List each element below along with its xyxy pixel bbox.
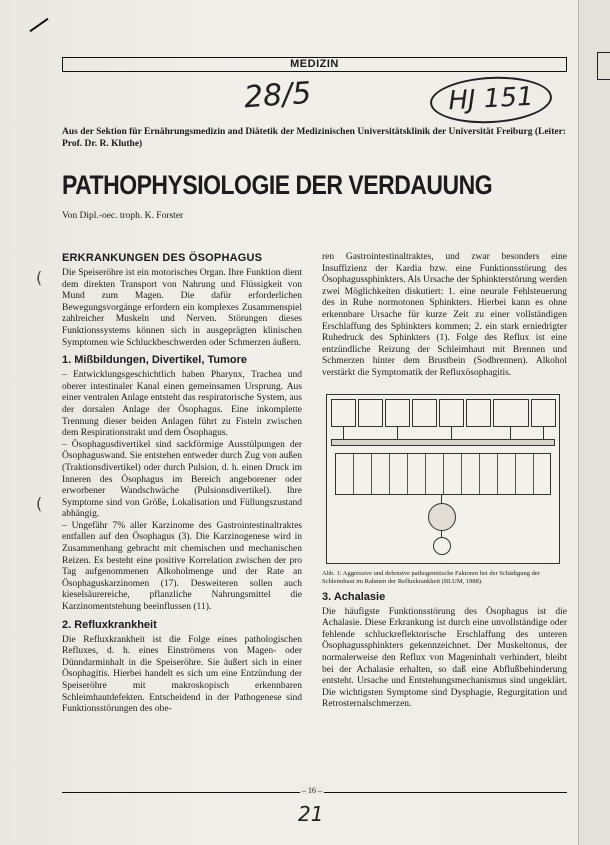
figure-connector <box>343 426 344 439</box>
body-paragraph: – Ösophagusdivertikel sind sackförmige Ausstülpungen der Ösophaguswand. Sie entstehen entweder durch Zug von außen (Traktionsdivertikel) oder durch Pulsion, d. h. einen Druck im Inneren des Ösophagus im Bereich angeborener oder erworbener Wandschwäche (Pulsionsdivertikel). Ihre Symptome sind von Größe, Lokalisation und Füllungszustand abhängig. <box>62 439 302 520</box>
figure-box <box>385 399 410 427</box>
figure-box <box>331 399 356 427</box>
body-paragraph: – Entwicklungsgeschichtlich haben Pharynx, Trachea und oberer intestinaler Kanal einen gemeinsamen Ursprung. Aus einer ventralen Anlage entsteht das respiratorische System, aus der dorsalen Anlage der Ösophagus. Eine inkomplette Trennung dieser beiden Anlagen führt zu Fisteln zwischen dem Respirationstrakt und dem Ösophagus. <box>62 370 302 439</box>
author-byline: Von Dipl.-oec. troph. K. Forster <box>62 211 184 221</box>
page-number: – 16 – <box>302 786 322 795</box>
body-paragraph: ren Gastrointestinaltraktes, und zwar besonders eine Insuffizienz der Kardia bzw. eine Funktionsstörung des Ösophagussphinkters. Als Ursache der Sphinkterstörung werden zwei Möglichkeiten diskutiert: 1. eine neurale Fehlsteuerung des in Ruhe normotonen Sphinkters. Hierbei kann es ohne erkennbare Ursache für kurze Zeit zu einer vollständigen Erschlaffung des Sphinkters kommen; 2. ein stark erniedrigter Ruhedruck des Sphinkters (1). Folge des Reflux ist eine entzündliche Reizung der Schleimhaut mit Brennen und Schmerzen hinter dem Brustbein (Sodbrennen). Alkohol verstärkt die Symptomatik der Refluxösophagitis. <box>322 252 567 378</box>
adjacent-page-box <box>597 52 610 80</box>
figure-box <box>531 399 556 427</box>
figure-connector <box>510 426 511 439</box>
figure-connector <box>441 530 442 537</box>
main-heading: ERKRANKUNGEN DES ÖSOPHAGUS <box>62 252 263 264</box>
figure-mucosa-layer <box>335 453 551 495</box>
figure-band <box>331 439 555 446</box>
figure-box <box>358 399 383 427</box>
figure-node <box>428 503 456 531</box>
right-column <box>322 252 567 711</box>
section-header: MEDIZIN <box>62 57 567 72</box>
intro-paragraph: Die Speiseröhre ist ein motorisches Organ. Ihre Funktion dient dem direkten Transport von Nahrung und Flüssigkeit von Mund zum Magen. Die dafür erforderlichen Bewegungsvorgänge erfordern ein komplexes Zusammenspiel zahlreicher Muskeln und Nerven. Störungen dieses Funktionssystems können sich in ausgeprägten klinischen Symptomen wie Schluckbeschwerden oder Schmerzen äußern. <box>62 268 302 348</box>
body-paragraph: Die Refluxkrankheit ist die Folge eines pathologischen Refluxes, d. h. eines Einströmens von Magen- oder Dünndarminhalt in die Speiseröhre. Sie äußert sich in einer Ösophagitis. Hierbei handelt es sich um eine Entzündung der Speiseröhre mit makroskopisch erkennbaren Schleimhautdefekten. Entscheidend in der Pathogenese sind Funktionsstörungen des obe- <box>62 634 302 715</box>
figure-box <box>439 399 464 427</box>
handwritten-note-left: 28/5 <box>242 75 313 116</box>
section-heading: 3. Achalasie <box>322 590 386 603</box>
punch-hole-mark: ( <box>36 268 43 287</box>
pen-stroke-mark <box>29 18 48 32</box>
punch-hole-mark: ( <box>36 494 43 513</box>
handwritten-note-right: HJ 151 <box>429 74 553 126</box>
article-title: PATHOPHYSIOLOGIE DER VERDAUUNG <box>62 170 493 200</box>
affiliation: Aus der Sektion für Ernährungsmedizin and Diätetik der Medizinischen Universitätsklinik der Universität Freiburg (Leiter: Prof. Dr. R. Kluthe) <box>62 127 566 149</box>
pathogenesis-figure <box>326 394 560 564</box>
adjacent-page-edge <box>578 0 610 845</box>
figure-box <box>493 399 529 427</box>
figure-box <box>466 399 491 427</box>
figure-connector <box>543 426 544 439</box>
figure-connector <box>451 426 452 439</box>
body-paragraph: Die häufigste Funktionsstörung des Ösophagus ist die Achalasie. Diese Erkrankung ist durch eine unvollständige oder fehlende schluckreflektorische Erschlaffung des unteren Ösophagussphinkters gekennzeichnet. Der Muskeltonus, der normalerweise den Reflux von Mageninhalt verhindert, bleibt bei der Achalasie erhalten, so daß eine Abflußbehinderung entsteht. Ursache und Entstehungsmechanismus sind ungeklärt. Die wichtigsten Symptome sind Dysphagie, Regurgitation und Retrosternalschmerzen. <box>322 606 567 710</box>
section-heading: 1. Mißbildungen, Divertikel, Tumore <box>62 354 247 367</box>
handwritten-note-bottom: 21 <box>298 802 324 826</box>
figure-box <box>412 399 437 427</box>
left-column <box>62 252 302 716</box>
figure-node <box>433 537 451 555</box>
figure-connector <box>441 494 442 503</box>
figure-connector <box>397 426 398 439</box>
section-heading: 2. Refluxkrankheit <box>62 618 157 631</box>
figure-caption: Abb. 1: Aggressive und defensive pathogenetische Faktoren bei der Schädigung der Schleimhaut im Rahmen der Refluxkrankheit (BLUM, 1988). <box>322 569 540 585</box>
body-paragraph: – Ungefähr 7% aller Karzinome des Gastrointestinaltraktes entfallen auf den Ösophagus (3). Die Karzinogenese wird in Zusammenhang gebracht mit chemischen und mechanischen Reizen. Es besteht eine positive Korrelation zwischen der pro Tag aufgenommenen Alkoholmenge und der Rate an Ösophaguskarzinomen (17). Desweiteren sollen auch kieselsäurereiche, pflanzliche Nahrungsmittel die Karzinomentstehung beeinflussen (11). <box>62 520 302 613</box>
